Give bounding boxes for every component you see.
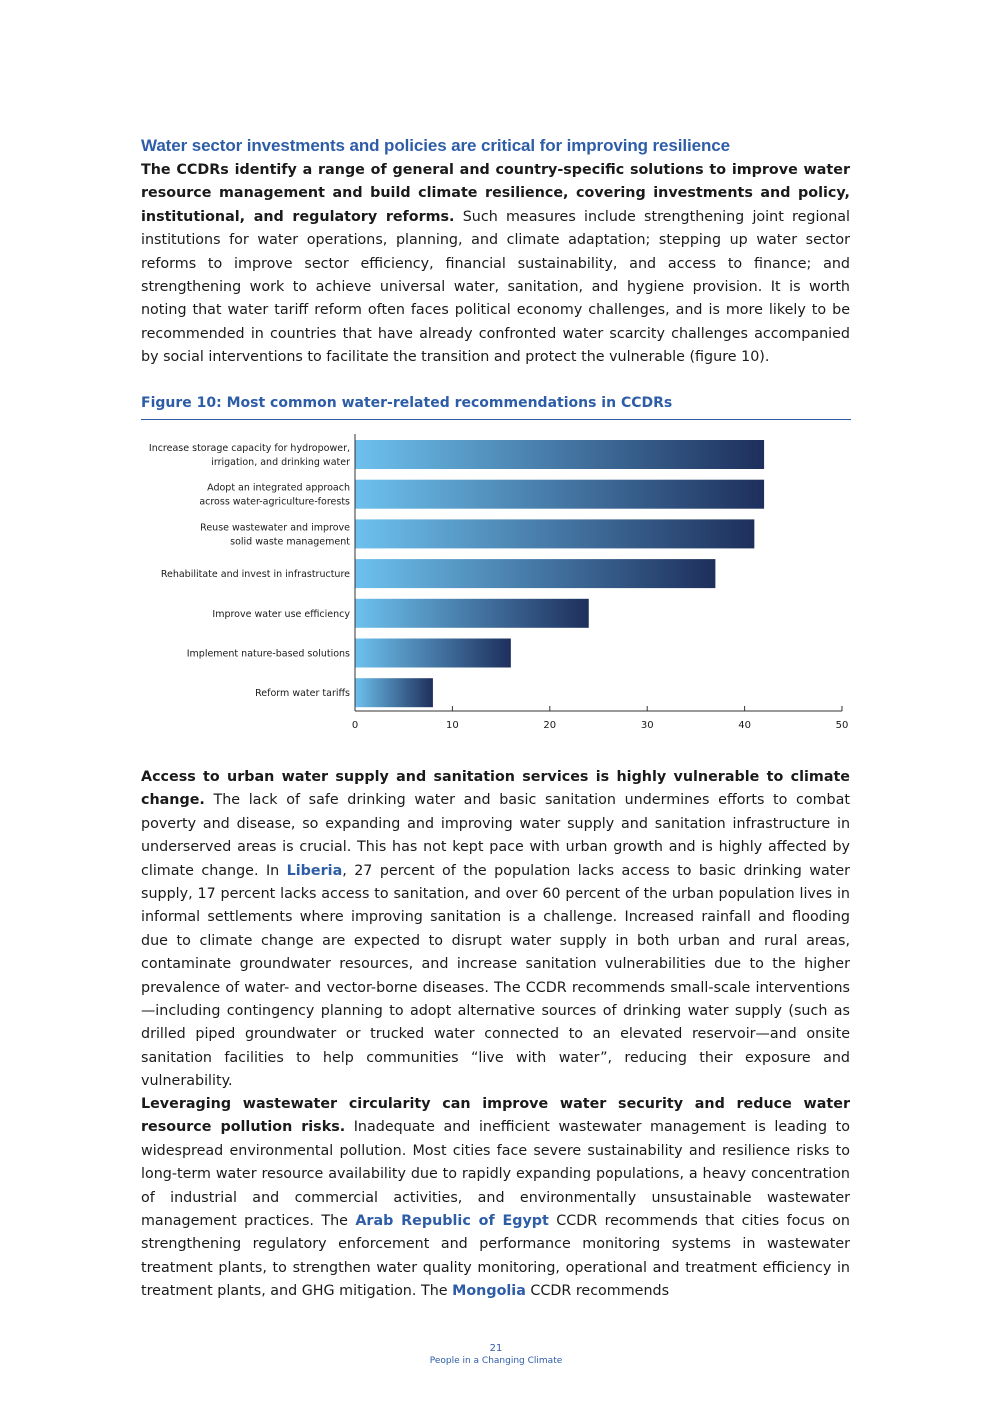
bar: [355, 599, 589, 628]
x-tick-label: 10: [446, 720, 459, 731]
bar: [355, 440, 764, 469]
country-link-egypt[interactable]: Arab Republic of Egypt: [355, 1213, 549, 1230]
category-label: Reuse wastewater and improve: [200, 522, 350, 534]
paragraph-solutions: [141, 159, 850, 370]
x-tick-label: 30: [640, 720, 654, 731]
x-tick-label: 40: [738, 720, 751, 731]
paragraph-lead: Access to urban water supply and sanitation services is highly vulnerable to climate change.: [141, 769, 850, 809]
section-heading: Water sector investments and policies are critical for improving resilience: [141, 136, 730, 155]
bar: [355, 559, 715, 588]
category-label: Adopt an integrated approach: [207, 482, 350, 494]
country-link-mongolia[interactable]: Mongolia: [452, 1283, 526, 1300]
paragraph-lead: Leveraging wastewater circularity can improve water security and reduce water resource pollution risks.: [141, 1096, 850, 1136]
x-tick-label: 20: [543, 720, 557, 731]
category-label: irrigation, and drinking water: [211, 457, 350, 468]
category-label: Improve water use efficiency: [212, 608, 350, 620]
paragraph-body: CCDR recommends: [525, 1283, 670, 1300]
x-tick-label: 0: [351, 720, 359, 731]
paragraph-urban-water: [141, 766, 850, 1094]
bar: [355, 639, 511, 668]
paragraph-body: , 27 percent of the population lacks access to basic drinking water supply, 17 percent lacks access to sanitation, and over 60 percent of the urban population lives in informal settlements where improving sanitation is a challenge. Increased rainfall and flooding due to climate change are expected to disrupt water supply in both urban and rural areas, contaminate groundwater resources, and increase sanitation vulnerabilities due to the higher prevalence of water- and vector-borne diseases. The CCDR recommends small-scale interventions—including contingency planning to adopt alternative sources of drinking water supply (such as drilled piped groundwater or trucked water connected to an elevated reservoir—and onsite sanitation facilities to help communities “live with water”, reducing their exposure and vulnerability.: [141, 862, 850, 1090]
paragraph-body: Such measures include strengthening joint regional institutions for water operations, planning, and climate adaptation; stepping up water sector reforms to improve sector efficiency, financial sustainability, and access to finance; and strengthening work to achieve universal water, sanitation, and hygiene provision. It is worth noting that water tariff reform often faces political economy challenges, and is more likely to be recommended in countries that have already confronted water scarcity challenges accompanied by social interventions to facilitate the transition and protect the vulnerable (figure 10).: [141, 208, 850, 366]
category-label: Increase storage capacity for hydropower,: [148, 443, 350, 454]
paragraph-wastewater: [141, 1093, 850, 1304]
category-label: Implement nature-based solutions: [186, 648, 350, 660]
paragraph-lead: The CCDRs identify a range of general and country-specific solutions to improve water resource management and build climate resilience, covering investments and policy, institutional, and regulatory reforms.: [141, 162, 850, 225]
category-label: solid waste management: [230, 536, 350, 548]
paragraph-body: Inadequate and inefficient wastewater management is leading to widespread environmental pollution. Most cities face severe sustainability and resilience risks to long-term water resource availability due to rapidly expanding populations, a heavy concentration of industrial and commercial activities, and environmentally unsustainable wastewater management practices. The: [141, 1119, 850, 1230]
bar: [355, 678, 433, 707]
bar-chart: [141, 430, 853, 735]
page-number: 21: [489, 1343, 503, 1354]
category-label: Reform water tariffs: [255, 688, 350, 700]
report-title: People in a Changing Climate: [429, 1356, 563, 1366]
bar: [355, 519, 754, 548]
paragraph-body: CCDR recommends that cities focus on strengthening regulatory enforcement and performance monitoring systems in wastewater treatment plants, to strengthen water quality monitoring, operational and treatment efficiency in treatment plants, and GHG mitigation. The: [141, 1213, 850, 1300]
paragraph-body: The lack of safe drinking water and basic sanitation undermines efforts to combat poverty and disease, so expanding and improving water supply and sanitation infrastructure in underserved areas is crucial. This has not kept pace with urban growth and is highly affected by climate change. In: [141, 792, 850, 879]
figure-title-rule: [141, 419, 851, 420]
figure-title: Figure 10: Most common water-related recommendations in CCDRs: [141, 395, 673, 411]
category-label: across water-agriculture-forests: [199, 496, 350, 508]
category-label: Rehabilitate and invest in infrastructure: [160, 569, 350, 581]
country-link-liberia[interactable]: Liberia: [286, 862, 343, 879]
bar: [355, 480, 764, 509]
x-tick-label: 50: [835, 720, 849, 731]
